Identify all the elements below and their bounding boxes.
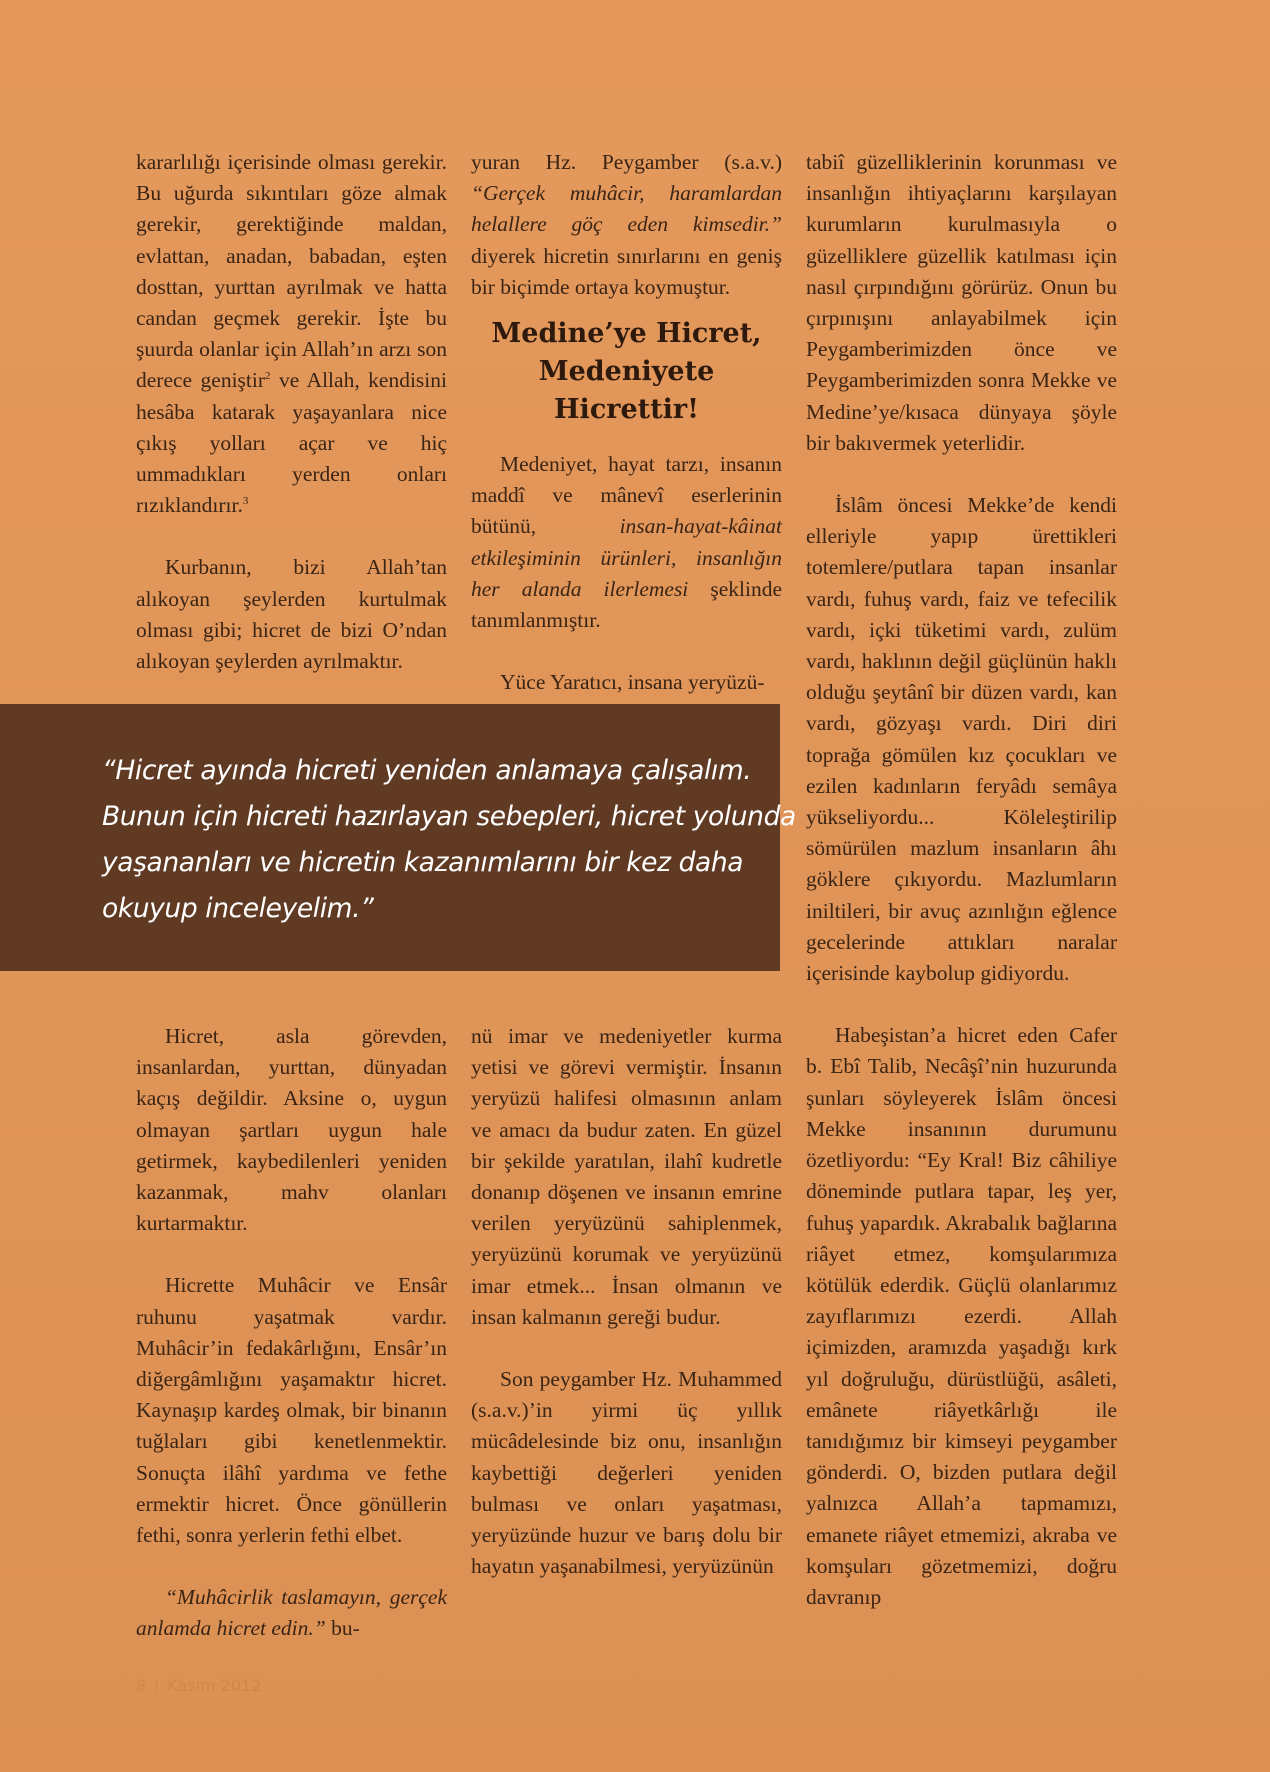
footer-divider	[156, 1680, 157, 1694]
paragraph: Kurbanın, bizi Allah’tan alıkoyan şeylerden kurtulmak olması gibi; hicret de bizi O’ndan alıkoyan şeylerden ayrılmaktır.	[136, 555, 447, 674]
paragraph: Hicrette Muhâcir ve Ensâr ruhunu yaşatmak vardır. Muhâcir’in fedakârlığını, Ensâr’ın diğergâmlığını yaşamaktır hicret. Kaynaşıp kardeş olmak, bir binanın tuğlaları gibi kenetlenmektir. Sonuçta ilâhî yardıma ve fethe ermektir hicret. Önce gönüllerin fethi, sonra yerlerin fethi elbet.	[136, 1273, 447, 1548]
column-2-bottom	[471, 1021, 782, 1582]
paragraph: Habeşistan’a hicret eden Cafer b. Ebî Talib, Necâşî’nin huzurunda şunları söyleyerek İslâm öncesi Mekke insanının durumunu özetliyordu: “Ey Kral! Biz câhiliye döneminde putlara tapar, leş yer, fuhuş yapardık. Akrabalık bağlarına riâyet etmez, komşularımıza kötülük ederdik. Güçlü olanlarımız zayıflarımızı ezerdi. Allah içimizden, aramızda yaşadığı kırk yıl doğruluğu, dürüstlüğü, asâleti, emânete riâyetkârlığı ile tanıdığımız bir kimseyi peygamber gönderdi. O, bizden putlara değil yalnızca Allah’a tapmamızı, emanete riâyet etmemizi, akraba ve komşuları gözetmemizi, doğru davranıp	[806, 1023, 1117, 1609]
column-1-bottom	[136, 1021, 447, 1645]
column-1-top	[136, 147, 447, 677]
column-3	[806, 147, 1117, 1613]
paragraph: “Muhâcirlik taslamayın, gerçek anlamda hicret edin.” bu-	[136, 1585, 447, 1641]
column-2-top	[471, 147, 782, 698]
issue-date: Kasım 2012	[167, 1676, 262, 1695]
paragraph: Medeniyet, hayat tarzı, insanın maddî ve mânevî eserlerinin bütünü, insan-hayat-kâinat etkileşiminin ürünleri, insanlığın her alanda ilerlemesi şeklinde tanımlanmıştır.	[471, 452, 782, 633]
page-footer	[136, 1676, 261, 1695]
paragraph: Yüce Yaratıcı, insana yeryüzü-	[500, 670, 765, 695]
paragraph: İslâm öncesi Mekke’de kendi elleriyle yapıp ürettikleri totemlere/putlara tapan insanlar vardı, fuhuş vardı, faiz ve tefecilik vardı, içki tüketimi vardı, zulüm vardı, haklının değil güçlünün haklı olduğu şeytânî bir düzen vardı, kan vardı, gözyaşı vardı. Diri diri toprağa gömülen kız çocukları ve ezilen kadınların feryâdı semâya yükseliyordu... Köleleştirilip sömürülen mazlum insanların âhı göklere çıkıyordu. Mazlumların iniltileri, bir avuç azınlığın eğlence gecelerinde attıkları naralar içerisinde kaybolup gidiyordu.	[806, 493, 1117, 986]
footnote-ref: 3	[242, 495, 249, 508]
paragraph: tabiî güzelliklerinin korunması ve insanlığın ihtiyaçlarını karşılayan kurumların kurulmasıyla o güzelliklere güzellik katılması için nasıl çırpındığını görürüz. Onun bu çırpınışını anlayabilmek için Peygamberimizden önce ve Peygamberimizden sonra Mekke ve Medine’ye/kısaca dünyaya şöyle bir bakıvermek yeterlidir.	[806, 150, 1117, 455]
hadith-quote: “Gerçek muhâcir, haramlardan helallere göç eden kimsedir.”	[471, 181, 782, 237]
paragraph: Son peygamber Hz. Muhammed (s.a.v.)’in yirmi üç yıllık mücâdelesinde biz onu, insanlığın kaybettiği değerleri yeniden bulması ve onları yaşatması, yeryüzünde huzur ve barış dolu bir hayatın yaşanabilmesi, yeryüzünün	[471, 1367, 782, 1579]
paragraph: Hicret, asla görevden, insanlardan, yurttan, dünyadan kaçış değildir. Aksine o, uygun olmayan şartları uygun hale getirmek, kaybedilenleri yeniden kazanmak, mahv olanları kurtarmaktır.	[136, 1024, 447, 1236]
paragraph: yuran Hz. Peygamber (s.a.v.) “Gerçek muhâcir, haramlardan helallere göç eden kimsedir.” diyerek hicretin sınırlarını en geniş bir biçimde ortaya koymuştur.	[471, 150, 782, 299]
footnote-ref: 2	[265, 370, 271, 383]
section-heading: Medine’ye Hicret, Medeniyete Hicrettir!	[491, 318, 762, 426]
hadith-quote: “Muhâcirlik taslamayın, gerçek anlamda hicret edin.”	[136, 1585, 447, 1641]
pull-quote: “Hicret ayında hicreti yeniden anlamaya çalışalım. Bunun için hicreti hazırlayan sebepleri, hicret yolunda yaşananları ve hicretin kazanımlarını bir kez daha okuyup inceleyelim.”	[102, 755, 796, 924]
paragraph: nü imar ve medeniyetler kurma yetisi ve görevi vermiştir. İnsanın yeryüzü halifesi olmasının anlam ve amacı da budur zaten. En güzel bir şekilde yaratılan, ilahî kudretle donanıp döşenen ve insanın emrine verilen yeryüzünü sahiplenmek, yeryüzünü korumak ve yeryüzünü imar etmek... İnsan olmanın ve insan kalmanın gereği budur.	[471, 1024, 782, 1329]
page-number: 8	[136, 1676, 147, 1695]
paragraph: kararlılığı içerisinde olması gerekir. Bu uğurda sıkıntıları göze almak gerekir, gerektiğinde maldan, evlattan, anadan, babadan, eşten dosttan, yurttan ayrılmak ve hatta candan geçmek gerekir. İşte bu şuurda olanlar için Allah’ın arzı son derece geniştir$^2$ ve Allah, kendisini hesâba katarak yaşayanlara nice çıkış yolları açar ve hiç ummadıkları yerden onları rızıklandırır.$^3$	[136, 150, 447, 518]
